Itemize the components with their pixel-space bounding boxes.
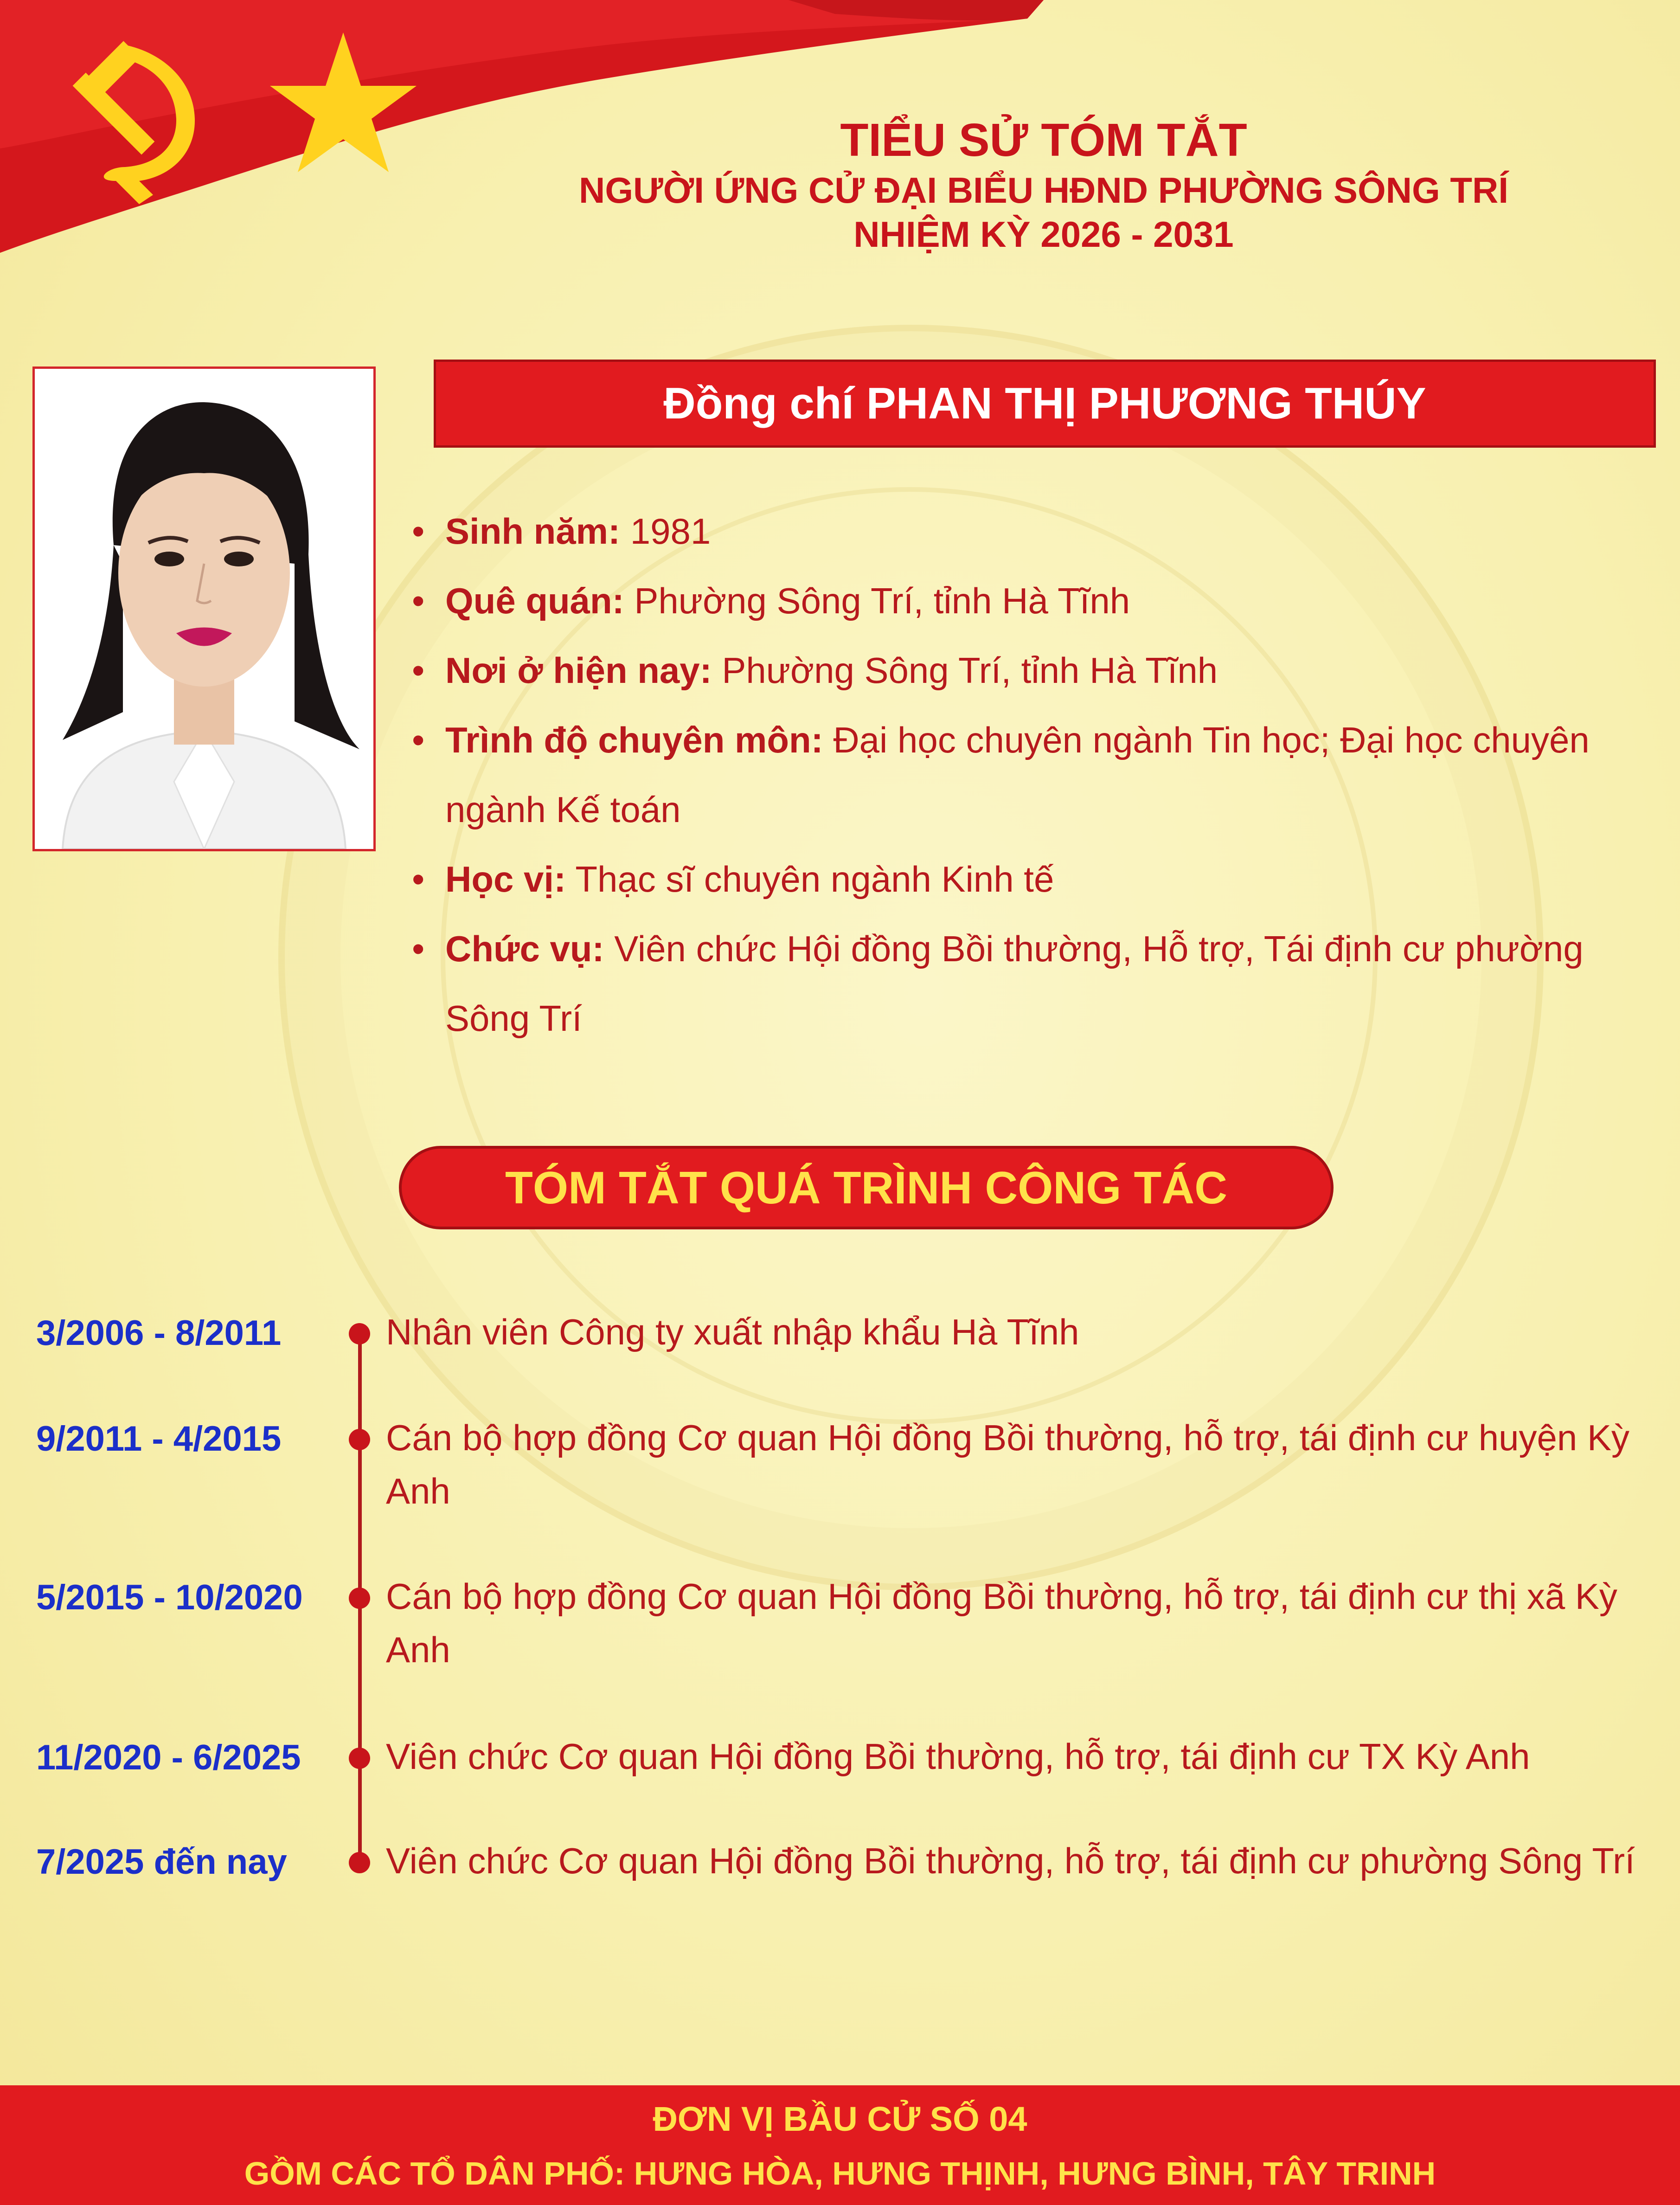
timeline-dot-icon (349, 1852, 370, 1873)
page-subtitle: NGƯỜI ỨNG CỬ ĐẠI BIỂU HĐND PHƯỜNG SÔNG TRÍ (579, 170, 1508, 211)
timeline-dot-icon (349, 1748, 370, 1769)
timeline-text: Cán bộ hợp đồng Cơ quan Hội đồng Bồi thường, hỗ trợ, tái định cư huyện Kỳ Anh (386, 1417, 1629, 1511)
timeline-text: Viên chức Cơ quan Hội đồng Bồi thường, hỗ trợ, tái định cư phường Sông Trí (386, 1840, 1635, 1881)
info-birth-year: • Sinh năm: 1981 (404, 496, 1665, 566)
candidate-info-list (404, 496, 1665, 1053)
candidate-photo (32, 366, 376, 851)
timeline-period: 7/2025 đến nay (36, 1842, 287, 1882)
timeline-period: 3/2006 - 8/2011 (36, 1313, 282, 1353)
info-degree: • Học vị: Thạc sĩ chuyên ngành Kinh tế (404, 844, 1665, 914)
footer-neighborhoods: GỒM CÁC TỔ DÂN PHỐ: HƯNG HÒA, HƯNG THỊNH, HƯNG BÌNH, TÂY TRINH (244, 2155, 1436, 2192)
timeline-dot-icon (349, 1588, 370, 1609)
timeline-text: Viên chức Cơ quan Hội đồng Bồi thường, hỗ trợ, tái định cư TX Kỳ Anh (386, 1736, 1530, 1777)
info-hometown: • Quê quán: Phường Sông Trí, tỉnh Hà Tĩnh (404, 566, 1665, 636)
page-term: NHIỆM KỲ 2026 - 2031 (853, 214, 1234, 255)
info-residence: • Nơi ở hiện nay: Phường Sông Trí, tỉnh Hà Tĩnh (404, 636, 1665, 705)
timeline-period: 11/2020 - 6/2025 (36, 1738, 301, 1777)
info-position: • Chức vụ: Viên chức Hội đồng Bồi thường, Hỗ trợ, Tái định cư phường Sông Trí (404, 914, 1665, 1053)
timeline-dot-icon (349, 1429, 370, 1450)
timeline-text: Cán bộ hợp đồng Cơ quan Hội đồng Bồi thường, hỗ trợ, tái định cư thị xã Kỳ Anh (386, 1576, 1617, 1670)
career-heading: TÓM TẮT QUÁ TRÌNH CÔNG TÁC (399, 1146, 1334, 1229)
footer-unit: ĐƠN VỊ BẦU CỬ SỐ 04 (653, 2100, 1027, 2138)
timeline-period: 9/2011 - 4/2015 (36, 1419, 282, 1459)
timeline-text: Nhân viên Công ty xuất nhập khẩu Hà Tĩnh (386, 1311, 1079, 1352)
info-education: • Trình độ chuyên môn: Đại học chuyên ngành Tin học; Đại học chuyên ngành Kế toán (404, 705, 1665, 844)
timeline-dot-icon (349, 1323, 370, 1344)
page-title: TIỂU SỬ TÓM TẮT (840, 114, 1247, 166)
candidate-name: Đồng chí PHAN THỊ PHƯƠNG THÚY (434, 360, 1656, 448)
timeline-period: 5/2015 - 10/2020 (36, 1578, 303, 1617)
